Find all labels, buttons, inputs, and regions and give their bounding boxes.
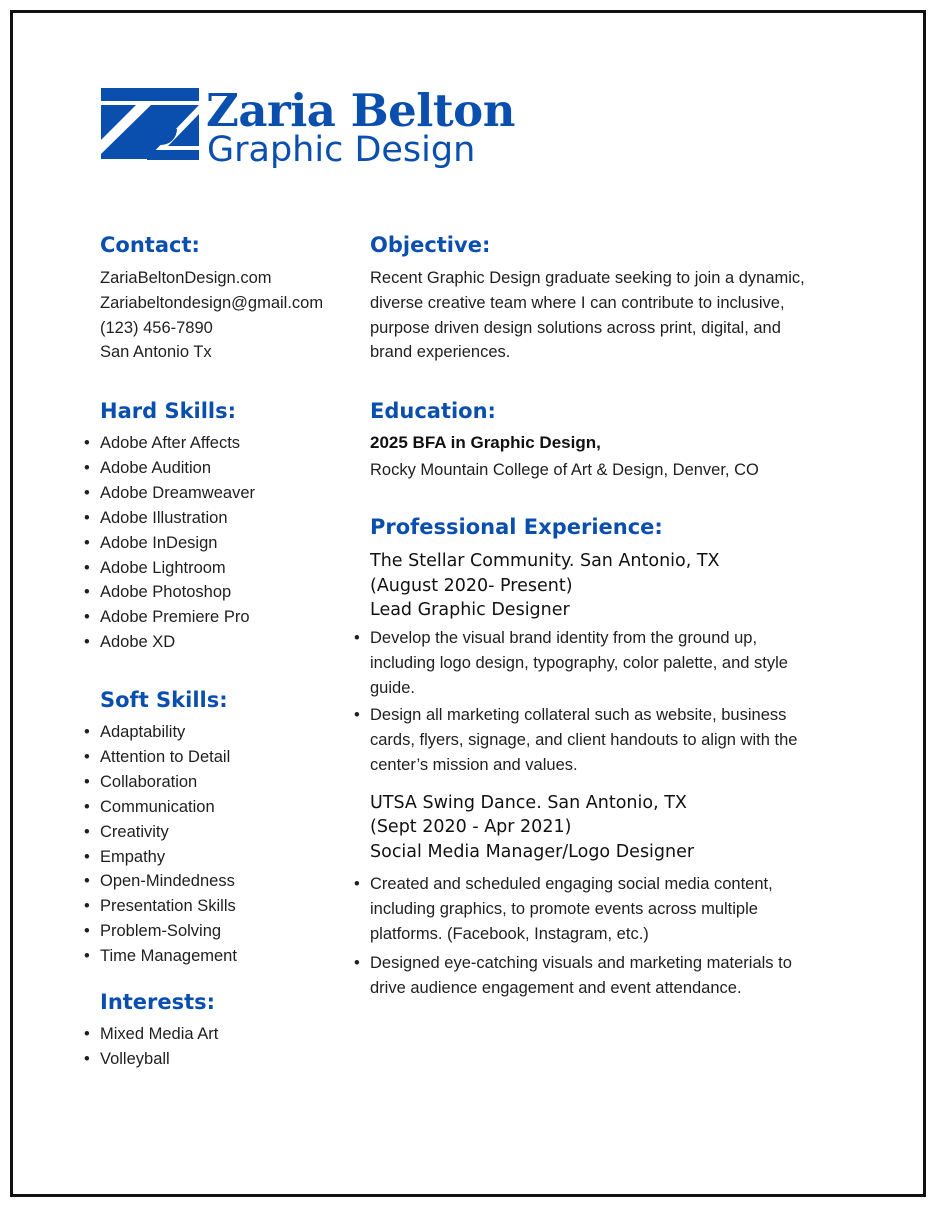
interests-list (100, 1022, 350, 1072)
list-item: • Communication (100, 795, 350, 820)
list-item: • Adobe Dreamweaver (100, 481, 350, 506)
list-item: • Adobe InDesign (100, 531, 350, 556)
list-item: • Designed eye-catching visuals and marketing materials to drive audience engagement and event attendance. (370, 951, 810, 1001)
soft-skills-list (100, 720, 350, 969)
job-bullets (370, 872, 810, 1001)
list-item: • Adobe Lightroom (100, 556, 350, 581)
list-item: • Empathy (100, 845, 350, 870)
list-item: • Creativity (100, 820, 350, 845)
job-entry (370, 549, 820, 778)
job-org: UTSA Swing Dance. San Antonio, TX (370, 792, 687, 813)
contact-website: ZariaBeltonDesign.com (100, 269, 272, 287)
list-item: • Volleyball (100, 1047, 350, 1072)
hard-skills-heading: Hard Skills: (100, 399, 237, 423)
list-item: • Adobe After Affects (100, 431, 350, 456)
list-item: • Develop the visual brand identity from the ground up, including logo design, typography, color palette, and style guide. (370, 626, 810, 701)
list-item: • Adobe Illustration (100, 506, 350, 531)
job-dates: (Sept 2020 - Apr 2021) (370, 817, 572, 837)
objective-heading: Objective: (370, 233, 491, 257)
job-dates: (August 2020- Present) (370, 575, 573, 596)
job-title: Lead Graphic Designer (370, 600, 570, 620)
list-item: • Design all marketing collateral such as website, business cards, flyers, signage, and client handouts to align with the center’s mission and values. (370, 703, 810, 778)
list-item: • Adobe XD (100, 630, 350, 655)
education-school: Rocky Mountain College of Art & Design, Denver, CO (370, 460, 759, 479)
job-entry (370, 791, 820, 1002)
soft-skills-section (100, 687, 350, 969)
contact-location: San Antonio Tx (100, 343, 212, 362)
objective-section (370, 232, 820, 365)
contact-email: Zariabeltondesign@gmail.com (100, 293, 324, 312)
list-item: • Adaptability (100, 720, 350, 745)
education-section (370, 398, 820, 483)
list-item: • Attention to Detail (100, 745, 350, 770)
job-org: The Stellar Community. San Antonio, TX (370, 551, 720, 571)
objective-text: Recent Graphic Design graduate seeking to join a dynamic, diverse creative team where I can contribute to inclusive, purpose driven design solutions across print, digital, and brand experiences. (370, 269, 805, 362)
education-heading: Education: (370, 399, 496, 423)
experience-heading: Professional Experience: (370, 515, 663, 539)
education-degree: 2025 BFA in Graphic Design, (370, 433, 601, 452)
list-item: • Presentation Skills (100, 894, 350, 919)
interests-section (100, 989, 350, 1072)
subtitle: Graphic Design (207, 130, 476, 170)
list-item: • Adobe Audition (100, 456, 350, 481)
list-item: • Created and scheduled engaging social media content, including graphics, to promote events across multiple platforms. (Facebook, Instagram, etc.) (370, 872, 810, 947)
list-item: • Open-Mindedness (100, 869, 350, 894)
list-item: • Adobe Photoshop (100, 580, 350, 605)
hard-skills-section (100, 398, 350, 655)
job-title: Social Media Manager/Logo Designer (370, 841, 695, 862)
interests-heading: Interests: (100, 990, 216, 1014)
list-item: • Time Management (100, 944, 350, 969)
list-item: • Adobe Premiere Pro (100, 605, 350, 630)
z-monogram-icon (101, 88, 199, 160)
contact-heading: Contact: (100, 233, 200, 257)
soft-skills-heading: Soft Skills: (100, 688, 228, 712)
contact-section (100, 232, 350, 365)
resume-header (101, 84, 621, 178)
experience-section (370, 514, 820, 1001)
list-item: • Mixed Media Art (100, 1022, 350, 1047)
hard-skills-list (100, 431, 350, 655)
name-title: Zaria Belton (206, 84, 515, 137)
contact-phone: (123) 456-7890 (100, 318, 213, 337)
list-item: • Collaboration (100, 770, 350, 795)
job-bullets (370, 626, 810, 778)
list-item: • Problem-Solving (100, 919, 350, 944)
